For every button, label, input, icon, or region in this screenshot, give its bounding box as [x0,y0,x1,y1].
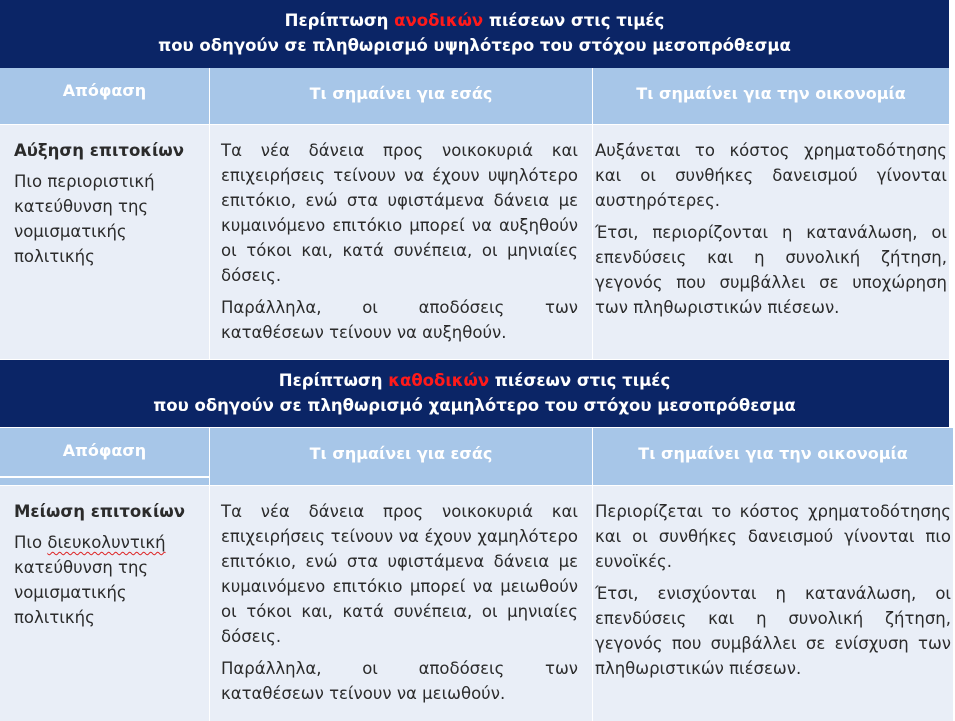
economy-paragraph-1: Αυξάνεται το κόστος χρηματοδότησης και οι συνθήκες δανεισμού γίνονται αυστηρότερες. [595,141,947,210]
you-paragraph-1: Τα νέα δάνεια προς νοικοκυριά και επιχειρήσεις τείνουν να έχουν χαμηλότερο επιτόκιο, ενώ στα υφιστάμενα δάνεια με κυμαινόμενο επιτόκιο μπορεί να μειωθούν οι τόκοι και, κατά συνέπεια, οι μηνιαίες δόσεις. [221,502,578,646]
decision-title: Αύξηση επιτοκίων [14,141,185,160]
economy-cell-up [593,125,949,359]
section-down-title [0,360,949,427]
section-up-title [0,0,949,68]
highlight-word: καθοδικών [388,371,490,390]
section-up-title-line1: Περίπτωση ανοδικών πιέσεων στις τιμές [284,11,665,30]
section-up-title-line2: που οδηγούν σε πληθωρισμό υψηλότερο του στόχου μεσοπρόθεσμα [158,36,791,55]
decision-title: Μείωση επιτοκίων [14,502,185,521]
col-header-economy: Τι σημαίνει για την οικονομία [593,68,949,124]
highlight-word: ανοδικών [394,11,484,30]
col-header-you: Τι σημαίνει για εσάς [210,428,592,485]
col-header-decision: Απόφαση [0,68,209,124]
economy-cell-down [593,486,953,721]
col-header-decision-filler [0,478,209,485]
you-paragraph-2: Παράλληλα, οι αποδόσεις των καταθέσεων τείνουν να μειωθούν. [221,659,578,703]
economy-paragraph-2: Έτσι, περιορίζονται η κατανάλωση, οι επενδύσεις και η συνολική ζήτηση, γεγονός που συμβάλλει σε υποχώρηση των πληθωριστικών πιέσεων. [595,223,947,317]
section-down-title-line1: Περίπτωση καθοδικών πιέσεων στις τιμές [278,371,671,390]
col-header-decision: Απόφαση [0,428,209,476]
decision-cell-down [0,486,209,721]
col-header-economy: Τι σημαίνει για την οικονομία [593,428,953,485]
decision-cell-up [0,125,209,359]
economy-paragraph-1: Περιορίζεται το κόστος χρηματοδότησης και οι συνθήκες δανεισμού γίνονται πιο ευνοϊκές. [595,502,951,571]
section-down-title-line2: που οδηγούν σε πληθωρισμό χαμηλότερο του στόχου μεσοπρόθεσμα [153,396,796,415]
economy-paragraph-2: Έτσι, ενισχύονται η κατανάλωση, οι επενδύσεις και η συνολική ζήτηση, γεγονός που συμβάλλει σε ενίσχυση των πληθωριστικών πιέσεων. [595,584,951,678]
col-header-you: Τι σημαίνει για εσάς [210,68,592,124]
you-cell-down [210,486,592,721]
you-paragraph-2: Παράλληλα, οι αποδόσεις των καταθέσεων τείνουν να αυξηθούν. [221,298,578,342]
spellcheck-underlined-word: διευκολυντική [47,533,166,552]
you-paragraph-1: Τα νέα δάνεια προς νοικοκυριά και επιχειρήσεις τείνουν να έχουν υψηλότερο επιτόκιο, ενώ στα υφιστάμενα δάνεια με κυμαινόμενο επιτόκιο μπορεί να αυξηθούν οι τόκοι και, κατά συνέπεια, οι μηνιαίες δόσεις. [221,141,578,285]
decision-description: Πιο περιοριστική κατεύθυνση της νομισματικής πολιτικής [14,172,155,266]
you-cell-up [210,125,592,359]
decision-description: Πιο διευκολυντική κατεύθυνση της νομισματικής πολιτικής [14,533,166,627]
